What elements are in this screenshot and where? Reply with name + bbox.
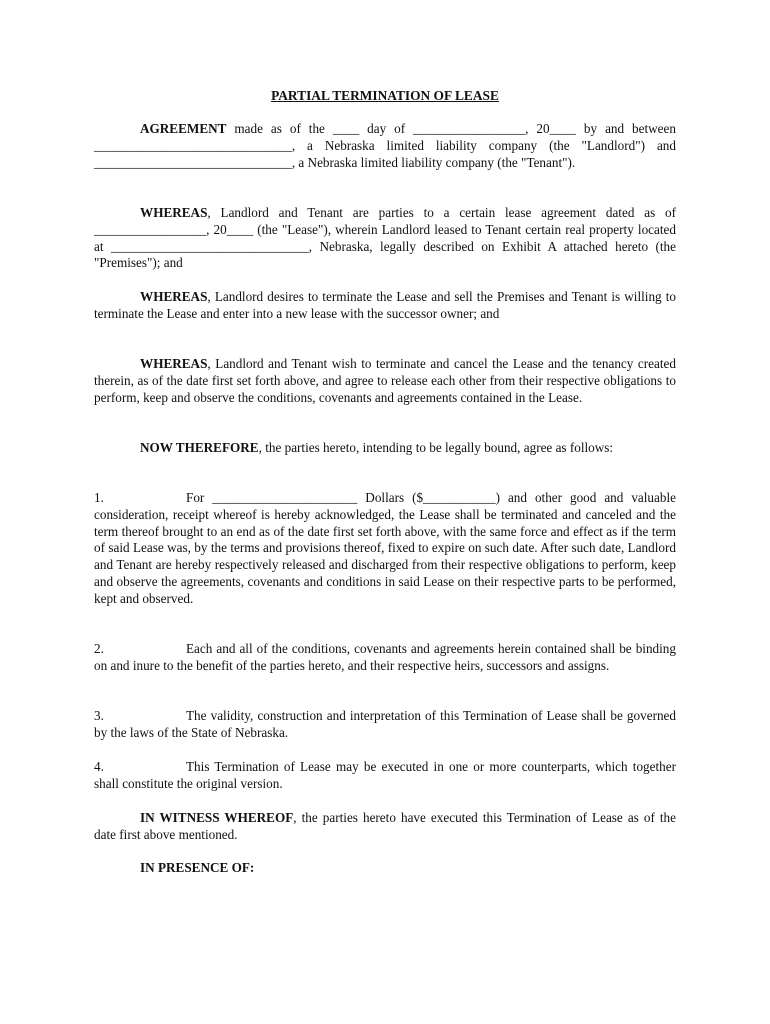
- agreement-lead: AGREEMENT: [140, 121, 227, 136]
- presence-heading: [94, 860, 676, 877]
- whereas-text-1: , Landlord and Tenant are parties to a certain lease agreement dated as of _________________, 20____ (the "Lease"), wherein Landlord leased to Tenant certain real property located at ______________________________, Nebraska, legally described on Exhibit A attached hereto (the "Premises"); and: [94, 205, 676, 271]
- whereas-text-3: , Landlord and Tenant wish to terminate and cancel the Lease and the tenancy created therein, as of the date first set forth above, and agree to release each other from their respective obligations to perform, keep and observe the conditions, covenants and agreements contained in the Lease.: [94, 356, 676, 405]
- clause-text: For ______________________ Dollars ($___________) and other good and valuable consideration, receipt whereof is hereby acknowledged, the Lease shall be terminated and canceled and the term thereof brought to an end as of the date first set forth above, with the same force and effect as if the term of said Lease was, by the terms and provisions thereof, fixed to expire on such date. After such date, Landlord and Tenant are hereby respectively released and discharged from their respective obligations to perform, keep and observe the agreements, covenants and conditions in said Lease on their respective parts to be performed, kept and observed.: [94, 490, 676, 606]
- agreement-text: made as of the ____ day of _________________, 20____ by and between ______________________________, a Nebraska limited liability company (the "Landlord") and ______________________________, a Nebraska limited liability company (the "Tenant").: [94, 121, 676, 170]
- clause-4: [94, 759, 676, 793]
- clause-3: [94, 708, 676, 742]
- witness-paragraph: [94, 810, 676, 844]
- now-therefore-text: , the parties hereto, intending to be legally bound, agree as follows:: [258, 440, 614, 455]
- now-therefore-paragraph: [94, 440, 676, 457]
- clause-number: 3.: [94, 708, 104, 723]
- clause-text: The validity, construction and interpretation of this Termination of Lease shall be governed by the laws of the State of Nebraska.: [94, 708, 676, 740]
- whereas-lead-2: WHEREAS: [140, 289, 208, 304]
- witness-text: , the parties hereto have executed this Termination of Lease as of the date first above mentioned.: [94, 810, 677, 842]
- witness-lead: IN WITNESS WHEREOF: [140, 810, 294, 825]
- whereas-paragraph-3: [94, 356, 676, 406]
- clause-number: 4.: [94, 759, 104, 774]
- clause-number: 2.: [94, 641, 104, 656]
- whereas-paragraph-2: [94, 289, 676, 323]
- agreement-paragraph: [94, 121, 676, 171]
- presence-text: IN PRESENCE OF:: [140, 860, 255, 875]
- whereas-lead-3: WHEREAS: [140, 356, 208, 371]
- whereas-text-2: , Landlord desires to terminate the Lease and sell the Premises and Tenant is willing to terminate the Lease and enter into a new lease with the successor owner; and: [94, 289, 676, 321]
- whereas-lead-1: WHEREAS: [140, 205, 208, 220]
- clause-text: This Termination of Lease may be executed in one or more counterparts, which together shall constitute the original version.: [94, 759, 676, 791]
- whereas-paragraph-1: [94, 205, 676, 272]
- clause-number: 1.: [94, 490, 104, 505]
- clause-text: Each and all of the conditions, covenants and agreements herein contained shall be binding on and inure to the benefit of the parties hereto, and their respective heirs, successors and assigns.: [94, 641, 676, 673]
- now-therefore-lead: NOW THEREFORE: [140, 440, 259, 455]
- clause-2: [94, 641, 676, 675]
- document-title: PARTIAL TERMINATION OF LEASE: [271, 88, 499, 103]
- clause-1: [94, 490, 676, 608]
